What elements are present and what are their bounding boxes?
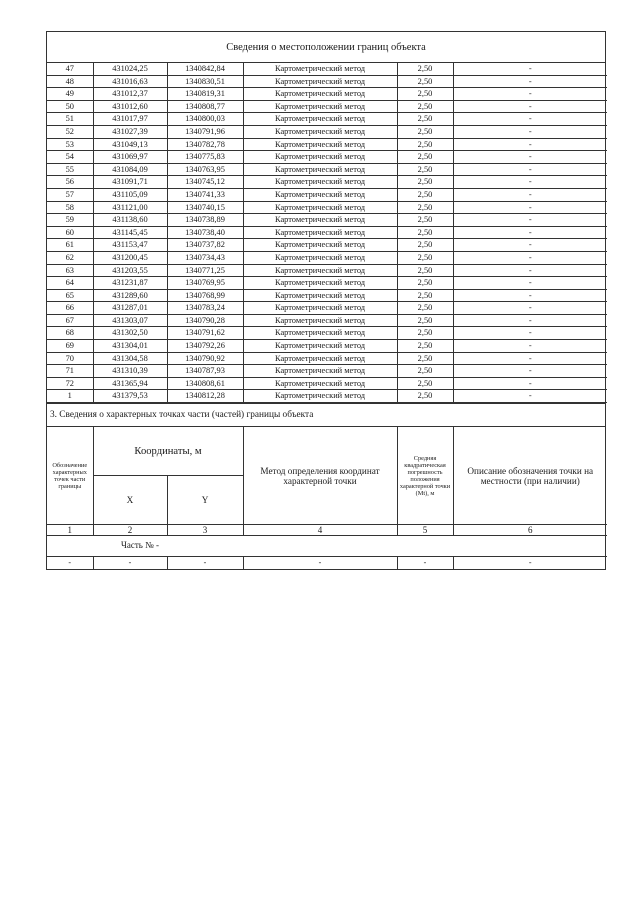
- mt-value: 2,50: [397, 151, 453, 164]
- method: Картометрический метод: [243, 352, 397, 365]
- method: Картометрический метод: [243, 226, 397, 239]
- description: -: [453, 377, 607, 390]
- description: -: [453, 163, 607, 176]
- method: Картометрический метод: [243, 289, 397, 302]
- coord-y: 1340783,24: [167, 302, 243, 315]
- coord-x: 431091,71: [93, 176, 167, 189]
- point-number: 47: [47, 63, 93, 75]
- description: -: [453, 63, 607, 75]
- method: Картометрический метод: [243, 125, 397, 138]
- column-number: 6: [453, 525, 607, 536]
- mt-value: 2,50: [397, 88, 453, 101]
- mt-value: 2,50: [397, 377, 453, 390]
- point-number: 49: [47, 88, 93, 101]
- method: Картометрический метод: [243, 188, 397, 201]
- table-row: [47, 557, 607, 570]
- point-number: 68: [47, 327, 93, 340]
- coord-x: 431203,55: [93, 264, 167, 277]
- mt-value: 2,50: [397, 352, 453, 365]
- point-number: 59: [47, 214, 93, 227]
- mt-value: 2,50: [397, 176, 453, 189]
- coord-x: 431012,37: [93, 88, 167, 101]
- mt-value: 2,50: [397, 340, 453, 353]
- coord-y: 1340787,93: [167, 365, 243, 378]
- mt-value: 2,50: [397, 188, 453, 201]
- method: Картометрический метод: [243, 100, 397, 113]
- coord-y: 1340808,77: [167, 100, 243, 113]
- point-number: 61: [47, 239, 93, 252]
- section-3-body: [47, 536, 607, 569]
- coord-y: 1340830,51: [167, 75, 243, 88]
- table-row: [47, 125, 607, 138]
- coord-x: 431145,45: [93, 226, 167, 239]
- point-number: 72: [47, 377, 93, 390]
- method: Картометрический метод: [243, 390, 397, 403]
- description: -: [453, 88, 607, 101]
- method: Картометрический метод: [243, 75, 397, 88]
- coord-x: 431365,94: [93, 377, 167, 390]
- coord-x: 431289,60: [93, 289, 167, 302]
- coord-x: 431012,60: [93, 100, 167, 113]
- description: -: [453, 251, 607, 264]
- table-row: [47, 327, 607, 340]
- coord-y: 1340808,61: [167, 377, 243, 390]
- method: Картометрический метод: [243, 239, 397, 252]
- description: -: [453, 100, 607, 113]
- mt-value: 2,50: [397, 75, 453, 88]
- coord-y: 1340769,95: [167, 277, 243, 290]
- table-row: [47, 264, 607, 277]
- description: -: [453, 239, 607, 252]
- point-number: 69: [47, 340, 93, 353]
- coord-y: 1340791,96: [167, 125, 243, 138]
- header-coordinates: Координаты, м: [93, 427, 243, 476]
- coord-y: 1340842,84: [167, 63, 243, 75]
- coord-y: 1340768,99: [167, 289, 243, 302]
- table-row: [47, 251, 607, 264]
- coord-x: 431049,13: [93, 138, 167, 151]
- coord-x: 431024,25: [93, 63, 167, 75]
- mt-value: 2,50: [397, 214, 453, 227]
- point-number: 64: [47, 277, 93, 290]
- table-row: [47, 340, 607, 353]
- method: Картометрический метод: [243, 63, 397, 75]
- point-number: 57: [47, 188, 93, 201]
- description: -: [453, 352, 607, 365]
- table-row: [47, 100, 607, 113]
- coord-x: 431017,97: [93, 113, 167, 126]
- method: Картометрический метод: [243, 277, 397, 290]
- table-row: [47, 289, 607, 302]
- mt-value: 2,50: [397, 314, 453, 327]
- description: -: [453, 75, 607, 88]
- coord-x: 431138,60: [93, 214, 167, 227]
- point-number: 48: [47, 75, 93, 88]
- coord-y: 1340745,12: [167, 176, 243, 189]
- section-3-header: [47, 427, 607, 536]
- coord-y: 1340792,26: [167, 340, 243, 353]
- mt-value: 2,50: [397, 201, 453, 214]
- method: Картометрический метод: [243, 88, 397, 101]
- coord-y: 1340775,83: [167, 151, 243, 164]
- table-row: [47, 176, 607, 189]
- point-number: 60: [47, 226, 93, 239]
- table-row: [47, 302, 607, 315]
- coord-x: 431302,50: [93, 327, 167, 340]
- table-row: [47, 377, 607, 390]
- column-number: 3: [167, 525, 243, 536]
- description: -: [453, 289, 607, 302]
- column-number: 4: [243, 525, 397, 536]
- table-row: [47, 390, 607, 403]
- mt-value: 2,50: [397, 226, 453, 239]
- method: Картометрический метод: [243, 214, 397, 227]
- coord-x: 431153,47: [93, 239, 167, 252]
- table-row: [47, 75, 607, 88]
- header-designation: Обозначение характерных точек части границы: [47, 427, 93, 525]
- method: Картометрический метод: [243, 138, 397, 151]
- coord-x: 431200,45: [93, 251, 167, 264]
- column-number: 2: [93, 525, 167, 536]
- mt-value: 2,50: [397, 138, 453, 151]
- description: -: [453, 138, 607, 151]
- header-y: Y: [167, 476, 243, 525]
- point-number: 52: [47, 125, 93, 138]
- mt-value: 2,50: [397, 302, 453, 315]
- description: -: [453, 340, 607, 353]
- point-number: 66: [47, 302, 93, 315]
- coord-y: 1340791,62: [167, 327, 243, 340]
- description: -: [453, 390, 607, 403]
- point-number: 63: [47, 264, 93, 277]
- coord-y: 1340819,31: [167, 88, 243, 101]
- method: Картометрический метод: [243, 264, 397, 277]
- mt-value: 2,50: [397, 125, 453, 138]
- document-frame: [46, 31, 606, 570]
- coord-y: 1340763,95: [167, 163, 243, 176]
- coord-y: 1340790,92: [167, 352, 243, 365]
- table-row: [47, 214, 607, 227]
- description: -: [453, 277, 607, 290]
- method: Картометрический метод: [243, 302, 397, 315]
- table-row: [47, 239, 607, 252]
- column-number: 5: [397, 525, 453, 536]
- mt-value: 2,50: [397, 390, 453, 403]
- header-description: Описание обозначения точки на местности (при наличии): [453, 427, 607, 525]
- coord-y: 1340741,33: [167, 188, 243, 201]
- description: -: [453, 125, 607, 138]
- coord-x: 431084,09: [93, 163, 167, 176]
- description: -: [453, 151, 607, 164]
- method: Картометрический метод: [243, 340, 397, 353]
- section-3-title: 3. Сведения о характерных точках части (частей) границы объекта: [47, 403, 605, 427]
- coord-x: 431304,58: [93, 352, 167, 365]
- empty-cell: -: [47, 557, 93, 570]
- header-method: Метод определения координат характерной точки: [243, 427, 397, 525]
- mt-value: 2,50: [397, 113, 453, 126]
- point-number: 51: [47, 113, 93, 126]
- point-number: 70: [47, 352, 93, 365]
- table-row: [47, 138, 607, 151]
- method: Картометрический метод: [243, 151, 397, 164]
- table-row: [47, 201, 607, 214]
- coord-x: 431287,01: [93, 302, 167, 315]
- coord-y: 1340771,25: [167, 264, 243, 277]
- method: Картометрический метод: [243, 365, 397, 378]
- point-number: 62: [47, 251, 93, 264]
- mt-value: 2,50: [397, 289, 453, 302]
- point-number: 65: [47, 289, 93, 302]
- mt-value: 2,50: [397, 63, 453, 75]
- table-row: [47, 352, 607, 365]
- description: -: [453, 214, 607, 227]
- mt-value: 2,50: [397, 100, 453, 113]
- coord-y: 1340738,40: [167, 226, 243, 239]
- table-row: [47, 151, 607, 164]
- method: Картометрический метод: [243, 251, 397, 264]
- empty-cell: -: [93, 557, 167, 570]
- table-row: [47, 277, 607, 290]
- coord-y: 1340782,78: [167, 138, 243, 151]
- method: Картометрический метод: [243, 201, 397, 214]
- mt-value: 2,50: [397, 365, 453, 378]
- table-row: [47, 63, 607, 75]
- coord-y: 1340738,89: [167, 214, 243, 227]
- table-row: [47, 88, 607, 101]
- point-number: 67: [47, 314, 93, 327]
- description: -: [453, 226, 607, 239]
- table-row: [47, 365, 607, 378]
- table-row: [47, 226, 607, 239]
- description: -: [453, 302, 607, 315]
- header-x: X: [93, 476, 167, 525]
- coord-x: 431304,01: [93, 340, 167, 353]
- description: -: [453, 365, 607, 378]
- mt-value: 2,50: [397, 327, 453, 340]
- coord-y: 1340790,28: [167, 314, 243, 327]
- method: Картометрический метод: [243, 314, 397, 327]
- point-number: 71: [47, 365, 93, 378]
- coord-x: 431310,39: [93, 365, 167, 378]
- point-number: 1: [47, 390, 93, 403]
- coord-x: 431231,87: [93, 277, 167, 290]
- method: Картометрический метод: [243, 113, 397, 126]
- description: -: [453, 176, 607, 189]
- table-row: [47, 188, 607, 201]
- column-number: 1: [47, 525, 93, 536]
- coord-x: 431121,00: [93, 201, 167, 214]
- coord-y: 1340737,82: [167, 239, 243, 252]
- part-label: Часть № -: [47, 536, 607, 557]
- coord-x: 431016,63: [93, 75, 167, 88]
- point-number: 53: [47, 138, 93, 151]
- method: Картометрический метод: [243, 176, 397, 189]
- description: -: [453, 201, 607, 214]
- method: Картометрический метод: [243, 327, 397, 340]
- table-row: [47, 163, 607, 176]
- empty-cell: -: [453, 557, 607, 570]
- point-number: 50: [47, 100, 93, 113]
- mt-value: 2,50: [397, 251, 453, 264]
- method: Картометрический метод: [243, 377, 397, 390]
- coord-x: 431379,53: [93, 390, 167, 403]
- header-mt: Средняя квадратическая погрешность положения характерной точки (Мt), м: [397, 427, 453, 525]
- coord-y: 1340812,28: [167, 390, 243, 403]
- description: -: [453, 264, 607, 277]
- boundary-points-table: [47, 63, 607, 403]
- coord-y: 1340734,43: [167, 251, 243, 264]
- mt-value: 2,50: [397, 264, 453, 277]
- description: -: [453, 113, 607, 126]
- mt-value: 2,50: [397, 163, 453, 176]
- coord-x: 431303,07: [93, 314, 167, 327]
- point-number: 58: [47, 201, 93, 214]
- mt-value: 2,50: [397, 277, 453, 290]
- description: -: [453, 188, 607, 201]
- coord-y: 1340740,15: [167, 201, 243, 214]
- description: -: [453, 314, 607, 327]
- mt-value: 2,50: [397, 239, 453, 252]
- empty-cell: -: [243, 557, 397, 570]
- table-row: [47, 314, 607, 327]
- description: -: [453, 327, 607, 340]
- point-number: 54: [47, 151, 93, 164]
- page-title: Сведения о местоположении границ объекта: [47, 32, 605, 63]
- coord-x: 431069,97: [93, 151, 167, 164]
- method: Картометрический метод: [243, 163, 397, 176]
- point-number: 56: [47, 176, 93, 189]
- coord-y: 1340800,03: [167, 113, 243, 126]
- empty-cell: -: [397, 557, 453, 570]
- table-row: [47, 113, 607, 126]
- empty-cell: -: [167, 557, 243, 570]
- coord-x: 431027,39: [93, 125, 167, 138]
- coord-x: 431105,09: [93, 188, 167, 201]
- point-number: 55: [47, 163, 93, 176]
